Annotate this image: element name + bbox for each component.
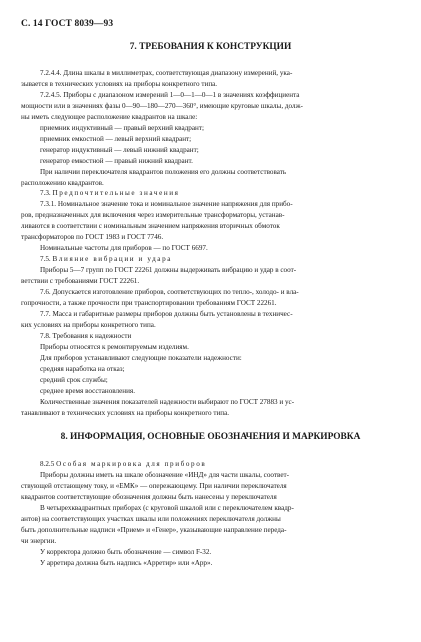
text-line: Приборы должны иметь на шкале обозначение «ИНД» для части шкалы, соответ- — [40, 470, 290, 479]
text-line: 7.8. Требования к надежности — [40, 331, 132, 340]
text-line: ров, предназначенных для включения через измерительные трансформаторы, устанав- — [21, 211, 285, 220]
text-line: генератор емкостной — правый нижний квадрант. — [40, 156, 193, 165]
text-line: чи энергии. — [21, 536, 57, 545]
text-line: квадрантов соответствующие обозначения должны быть нанесены у переключателя — [21, 492, 277, 501]
text-line: приемник емкостной — левый верхний квадрант; — [40, 134, 192, 143]
text-line: среднее время восстановления. — [40, 386, 135, 395]
text-line: 7.3.1. Номинальное значение тока и номинальное значение напряжения для прибо- — [40, 200, 293, 209]
text-line: генератор индуктивный — левый нижний квадрант; — [40, 145, 199, 154]
text-line: ствующей отстающему току, и «ЕМК» — опережающему. При наличии переключателя — [21, 481, 287, 490]
section-7-title: 7. ТРЕБОВАНИЯ К КОНСТРУКЦИИ — [129, 42, 292, 52]
text-line: гопрочности, а также прочности при транспортировании требованиям ГОСТ 22261. — [21, 299, 277, 308]
text-line: ких условиях на приборы конкретного типа. — [21, 320, 156, 329]
text-line: антов) на соответствующих участках шкалы или положениях переключателя должны — [21, 514, 281, 523]
text-line: Количественные значения показателей надежности выбирают по ГОСТ 27883 и ус- — [40, 397, 295, 406]
text-line: приемник индуктивный — правый верхний квадрант; — [40, 123, 204, 132]
text-line: расположению квадрантов. — [21, 178, 104, 187]
text-line: Приборы 5—7 групп по ГОСТ 22261 должны выдерживать вибрацию и удар в соот- — [40, 266, 297, 275]
text-line: У корректора должно быть обозначение — символ F-32. — [40, 547, 212, 556]
text-line: Номинальные частоты для приборов — по ГОСТ 6697. — [40, 244, 208, 253]
text-line: У арретира должна быть надпись «Арретир» или «Арр». — [40, 558, 213, 567]
text-line: 7.6. Допускается изготовление приборов, соответствующих по тепло-, холодо- и вла- — [40, 288, 299, 297]
text-line: ны иметь следующее расположение квадрантов на шкале: — [21, 112, 198, 121]
text-line: средняя наработка на отказ; — [40, 364, 125, 373]
text-line: 7.7. Масса и габаритные размеры приборов должны быть установлены в техничес- — [40, 309, 293, 318]
text-line: При наличии переключателя квадрантов положения его должны соответствовать — [40, 167, 287, 176]
text-line: средний срок службы; — [40, 375, 108, 384]
text-line: мощности или в значениях фазы 0—90—180—270—360°, имеющие круговые шкалы, долж- — [21, 101, 303, 110]
section-8-title: 8. ИНФОРМАЦИЯ, ОСНОВНЫЕ ОБОЗНАЧЕНИЯ И МАРКИРОВКА — [60, 432, 361, 442]
page-header: С. 14 ГОСТ 8039—93 — [21, 19, 114, 29]
text-line: ветствии с требованиями ГОСТ 22261. — [21, 277, 140, 286]
section-8-body — [21, 459, 403, 569]
text-line: 7.2.4.5. Приборы с диапазоном измерений 1—0—1—0—1 в значениях коэффициента — [40, 90, 300, 99]
text-line: ливаются в соответствии с номинальным значением напряжения вторичных обмоток — [21, 222, 280, 231]
text-line: 7.5. Влияние вибрации и удара — [40, 255, 173, 264]
text-line: зывается в технических условиях на приборы конкретного типа. — [21, 79, 218, 88]
text-line: 8.2.5 Особая маркировка для приборов — [40, 460, 207, 468]
text-line: В четырехквадрантных приборах (с круговой шкалой или с переключателем квадр- — [40, 503, 294, 512]
text-line: Для приборов устанавливают следующие показатели надежности: — [40, 353, 242, 362]
text-line: танавливают в технических условиях на приборы конкретного типа. — [21, 408, 230, 417]
text-line: 7.2.4.4. Длина шкалы в миллиметрах, соответствующая диапазону измерений, ука- — [40, 69, 293, 77]
section-7-body — [21, 68, 403, 419]
text-line: Приборы относятся к ремонтируемым изделиям. — [40, 342, 189, 351]
text-line: быть дополнительные надписи «Прием» и «Генер», указывающие направление переда- — [21, 525, 287, 534]
text-line: 7.3. Предпочтительные значения — [40, 189, 180, 198]
text-line: трансформаторов по ГОСТ 1983 и ГОСТ 7746. — [21, 233, 164, 242]
